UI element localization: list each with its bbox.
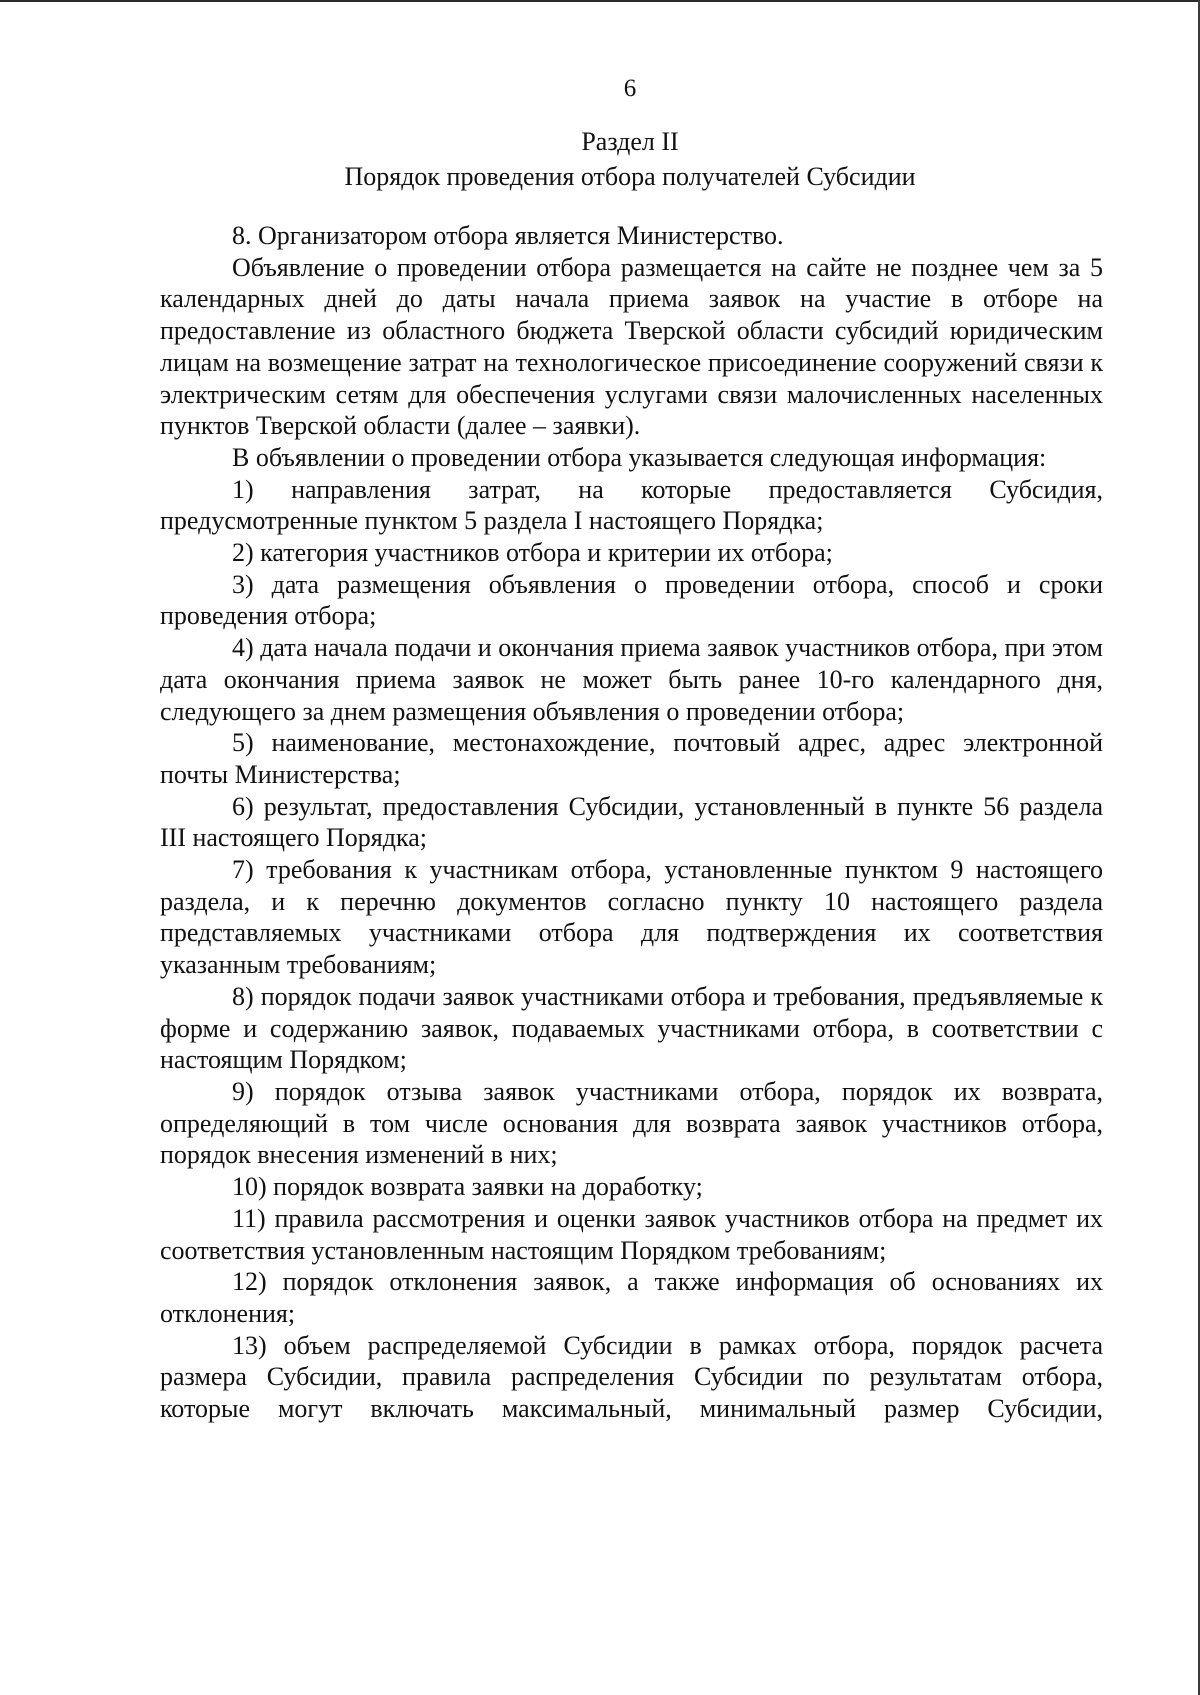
paragraph-announcement: Объявление о проведении отбора размещается на сайте не позднее чем за 5 календарных дней до даты начала приема заявок на участие в отборе на предоставление из областного бюджета Тверской области субсидий юридическим лицам на возмещение затрат на технологическое присоединение сооружений связи к электрическим сетям для обеспечения услугами связи малочисленных населенных пунктов Тверской области (далее – заявки). bbox=[160, 252, 1103, 441]
list-item-10: 10) порядок возврата заявки на доработку; bbox=[232, 1172, 703, 1202]
section-heading bbox=[0, 124, 1200, 194]
list-item-8: 8) порядок подачи заявок участниками отбора и требования, предъявляемые к форме и содержанию заявок, подаваемых участниками отбора, в соответствии с настоящим Порядком; bbox=[160, 981, 1103, 1075]
list-item-13: 13) объем распределяемой Субсидии в рамках отбора, порядок расчета размера Субсидии, правила распределения Субсидии по результатам отбора, которые могут включать максимальный, минимальный размер Субсидии, bbox=[160, 1330, 1103, 1424]
top-border-line bbox=[0, 0, 1200, 2]
document-body bbox=[160, 220, 1103, 1425]
list-item-9: 9) порядок отзыва заявок участниками отбора, порядок их возврата, определяющий в том числе основания для возврата заявок участников отбора, порядок внесения изменений в них; bbox=[160, 1076, 1103, 1170]
list-item-5: 5) наименование, местонахождение, почтовый адрес, адрес электронной почты Министерства; bbox=[160, 728, 1103, 789]
list-item-3: 3) дата размещения объявления о проведении отбора, способ и сроки проведения отбора; bbox=[160, 569, 1103, 631]
list-item-7: 7) требования к участникам отбора, установленные пунктом 9 настоящего раздела, и к перечню документов согласно пункту 10 настоящего раздела представляемых участниками отбора для подтверждения их соответствия указанным требованиям; bbox=[160, 855, 1103, 980]
list-item-2: 2) категория участников отбора и критерии их отбора; bbox=[232, 538, 833, 568]
section-subtitle: Порядок проведения отбора получателей Субсидии bbox=[344, 162, 916, 191]
paragraph-clause-8: 8. Организатором отбора является Министерство. bbox=[232, 221, 784, 250]
list-item-4: 4) дата начала подачи и окончания приема заявок участников отбора, при этом дата окончания приема заявок не может быть ранее 10-го календарного дня, следующего за днем размещения объявления о проведении отбора; bbox=[160, 633, 1103, 726]
list-item-1: 1) направления затрат, на которые предоставляется Субсидия, предусмотренные пунктом 5 раздела I настоящего Порядка; bbox=[160, 474, 1103, 536]
section-title: Раздел II bbox=[581, 127, 679, 156]
list-item-11: 11) правила рассмотрения и оценки заявок участников отбора на предмет их соответствия установленным настоящим Порядком требованиям; bbox=[160, 1203, 1103, 1265]
list-item-12: 12) порядок отклонения заявок, а также информация об основаниях их отклонения; bbox=[160, 1267, 1103, 1328]
page-number: 6 bbox=[623, 75, 637, 102]
list-item-6: 6) результат, предоставления Субсидии, установленный в пункте 56 раздела III настоящего Порядка; bbox=[160, 791, 1103, 853]
paragraph-announcement-info: В объявлении о проведении отбора указывается следующая информация: bbox=[232, 442, 1047, 472]
